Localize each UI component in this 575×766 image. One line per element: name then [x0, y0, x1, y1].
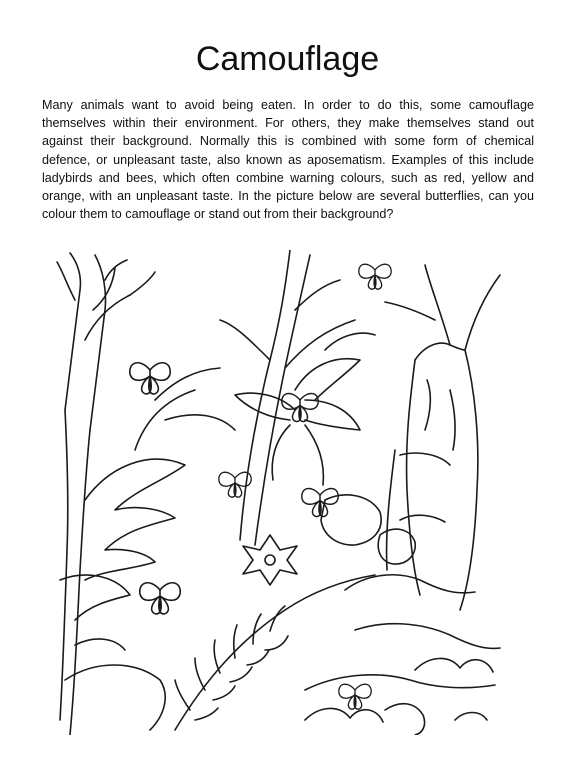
- butterfly-2: [282, 393, 318, 421]
- jungle-coloring-illustration: [55, 250, 505, 735]
- butterfly-5: [359, 264, 391, 289]
- butterfly-6: [140, 583, 180, 614]
- intro-paragraph: Many animals want to avoid being eaten. In order to do this, some camouflage themselves within their environment. For others, they make themselves stand out against their background. Normally this is combined with some form of chemical defence, or unpleasant taste, also known as aposematism. Examples of this include ladybirds and bees, which often combine warning colours, such as red, yellow and orange, with an unpleasant taste. In the picture below are several butterflies, can you colour them to camouflage or stand out from their background?: [42, 98, 534, 222]
- page-title: Camouflage: [195, 40, 380, 78]
- ground-rocks: [65, 495, 500, 735]
- left-tree: [57, 253, 155, 735]
- bottom-right-bushes: [305, 658, 493, 722]
- butterfly-1: [130, 363, 170, 394]
- butterfly-7: [339, 684, 371, 709]
- flower: [243, 535, 297, 585]
- butterfly-4: [302, 488, 338, 516]
- central-tree: [220, 250, 355, 545]
- right-tree-waterfall: [385, 265, 500, 610]
- fern: [175, 575, 375, 730]
- central-palm-leaves: [235, 333, 375, 485]
- jungle-line-art: [55, 250, 505, 735]
